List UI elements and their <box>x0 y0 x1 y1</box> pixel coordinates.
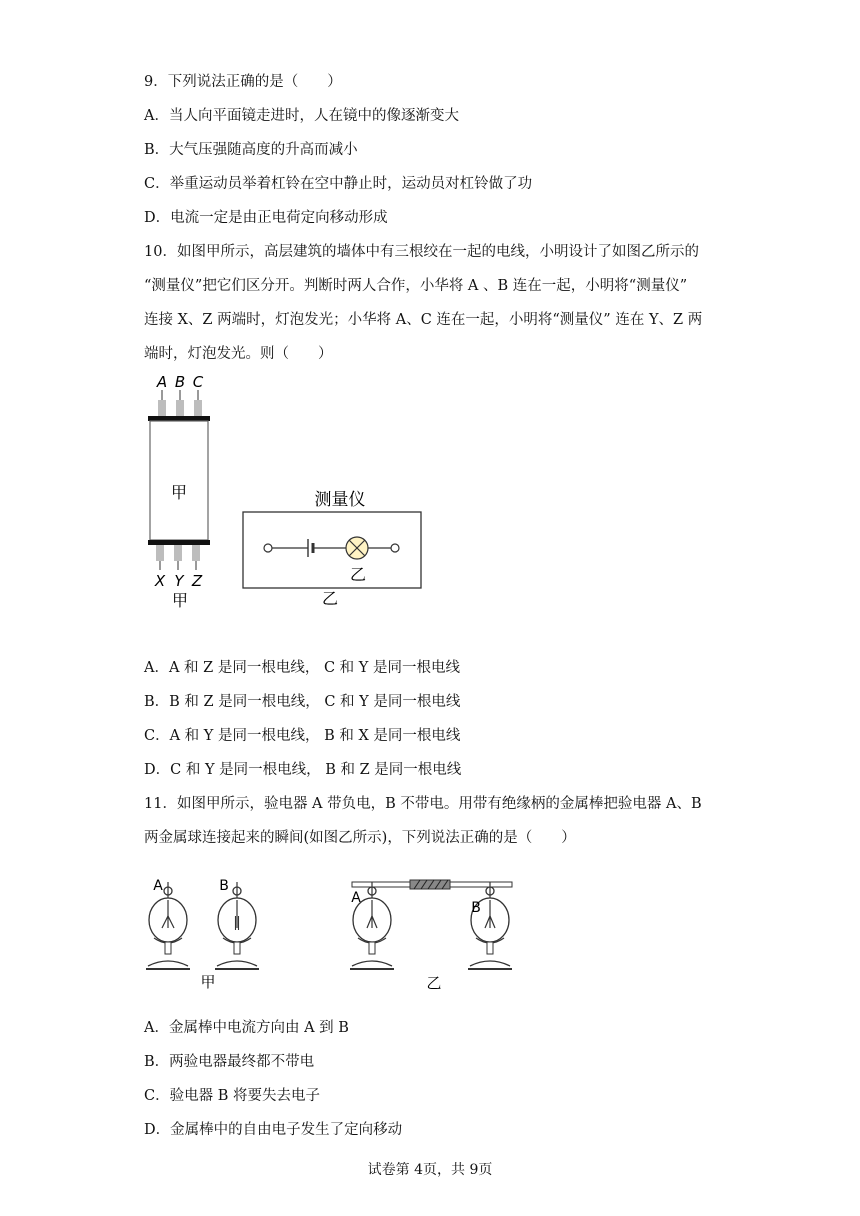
wall-box <box>150 421 208 540</box>
electroscope-b-right <box>468 882 512 969</box>
insulated-handle <box>410 880 450 889</box>
q11-stem-line-2: 两金属球连接起来的瞬间(如图乙所示)，下列说法正确的是（ ） <box>144 830 576 846</box>
q10-option-c: C．A 和 Y 是同一根电线， B 和 X 是同一根电线 <box>144 728 461 744</box>
q9-stem: 9．下列说法正确的是（ ） <box>144 74 342 90</box>
label-b: B <box>174 373 186 391</box>
top-band <box>148 416 210 421</box>
q9-option-a: A．当人向平面镜走进时，人在镜中的像逐渐变大 <box>144 108 459 124</box>
meter-title: 测量仪 <box>314 490 366 510</box>
q10-figure <box>140 370 440 615</box>
q10-option-a: A．A 和 Z 是同一根电线， C 和 Y 是同一根电线 <box>144 660 460 676</box>
q11-option-a: A．金属棒中电流方向由 A 到 B <box>144 1020 349 1036</box>
q11-figure <box>144 872 524 997</box>
q9-option-b: B．大气压强随高度的升高而减小 <box>144 142 358 158</box>
bottom-band <box>148 540 210 545</box>
terminal-left-icon <box>264 544 272 552</box>
top-wire-leads <box>158 390 202 416</box>
q11-option-c: C．验电器 B 将要失去电子 <box>144 1088 320 1104</box>
right-label-a: A <box>351 890 361 906</box>
label-a: A <box>156 373 168 391</box>
right-label-b: B <box>471 900 481 916</box>
page-footer: 试卷第 4页，共 9页 <box>367 1162 493 1178</box>
q11-stem-line-1: 11．如图甲所示，验电器 A 带负电，B 不带电。用带有绝缘柄的金属棒把验电器 A、B <box>144 796 702 812</box>
label-x: X <box>154 572 166 590</box>
figure-caption-right: 乙 <box>321 589 339 608</box>
meter-inner-label: 乙 <box>349 565 367 584</box>
q10-stem-line-2: “测量仪”把它们区分开。判断时两人合作，小华将 A 、B 连在一起，小明将“测量仪” <box>144 278 688 294</box>
terminal-right-icon <box>391 544 399 552</box>
figure-caption-left: 甲 <box>171 591 189 610</box>
q11-option-b: B．两验电器最终都不带电 <box>144 1054 315 1070</box>
q10-option-b: B．B 和 Z 是同一根电线， C 和 Y 是同一根电线 <box>144 694 461 710</box>
q9-option-c: C．举重运动员举着杠铃在空中静止时，运动员对杠铃做了功 <box>144 176 533 192</box>
label-c: C <box>192 373 204 391</box>
lamp-icon <box>346 537 368 559</box>
q11-caption-left: 甲 <box>200 973 216 991</box>
bottom-wire-leads <box>156 545 200 570</box>
q10-stem-line-4: 端时，灯泡发光。则（ ） <box>144 346 333 362</box>
label-y: Y <box>174 572 184 590</box>
q10-stem-line-1: 10．如图甲所示，高层建筑的墙体中有三根绞在一起的电线，小明设计了如图乙所示的 <box>144 244 699 260</box>
electroscope-b-left <box>215 882 259 969</box>
q10-stem-line-3: 连接 X、Z 两端时，灯泡发光；小华将 A、C 连在一起，小明将“测量仪” 连在 Y、Z 两 <box>144 312 703 328</box>
left-label-b: B <box>219 878 229 894</box>
box-label: 甲 <box>170 483 188 502</box>
left-label-a: A <box>153 878 163 894</box>
q11-caption-right: 乙 <box>426 974 442 992</box>
electroscope-a-left <box>146 882 190 969</box>
label-z: Z <box>191 572 203 590</box>
q9-option-d: D．电流一定是由正电荷定向移动形成 <box>144 210 388 226</box>
q10-option-d: D．C 和 Y 是同一根电线， B 和 Z 是同一根电线 <box>144 762 462 778</box>
q11-option-d: D．金属棒中的自由电子发生了定向移动 <box>144 1122 403 1138</box>
